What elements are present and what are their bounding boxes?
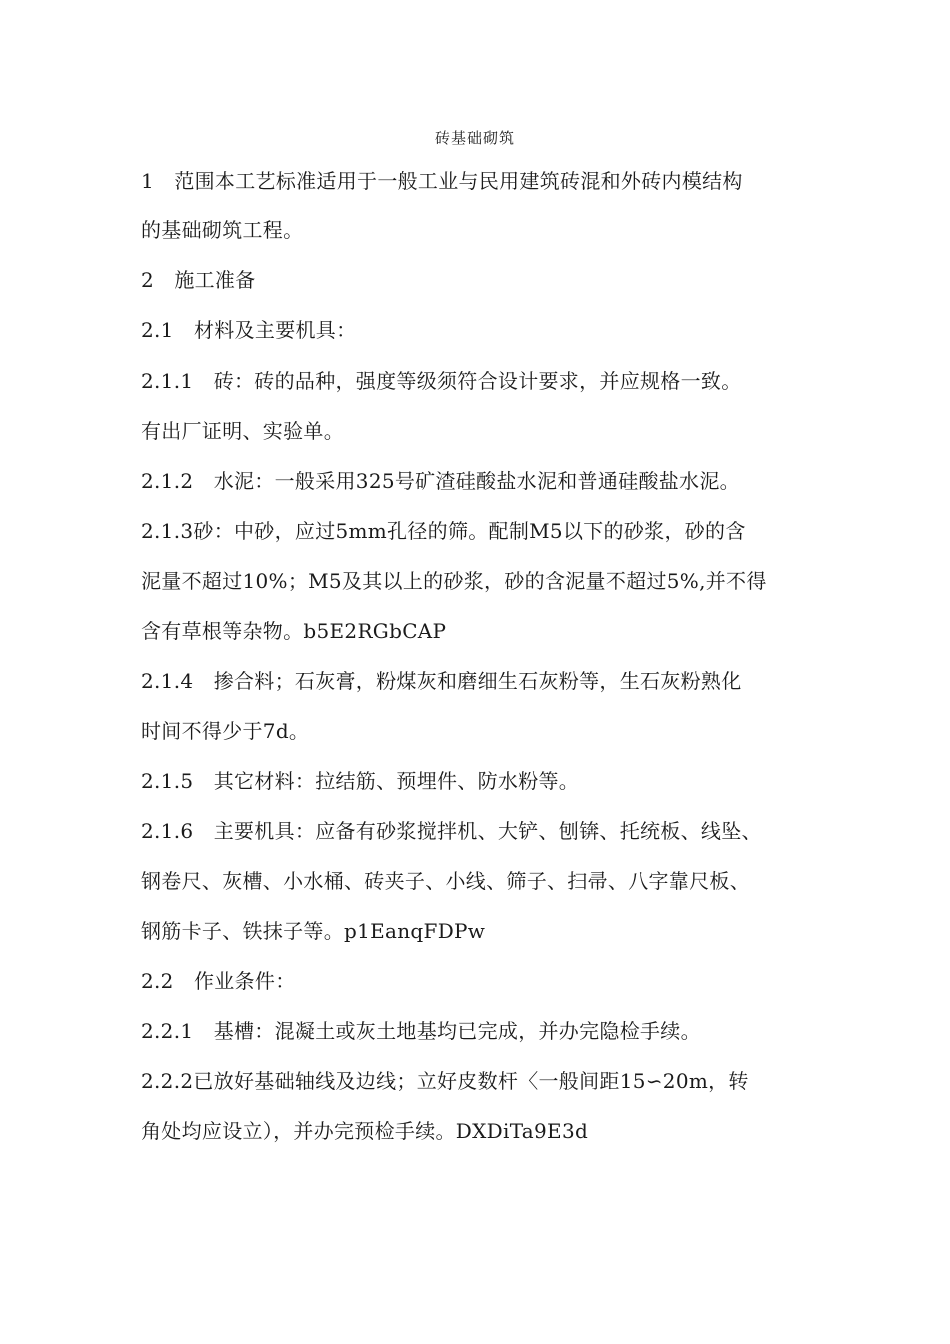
document-title: 砖基础砌筑 (434, 129, 515, 147)
subsection-heading: 2.2 作业条件： (141, 969, 296, 993)
text-line: 2.1.3砂：中砂，应过5mm孔径的筛。配制M5以下的砂浆，砂的含 (141, 519, 746, 543)
text-line: 2.1.6 主要机具：应备有砂浆搅拌机、大铲、刨锛、托统板、线坠、 (141, 819, 762, 843)
text-line: 泥量不超过10%；M5及其以上的砂浆，砂的含泥量不超过5%,并不得 (141, 569, 767, 593)
text-line: 2.2.2已放好基础轴线及边线；立好皮数杆〈一般间距15∽20m，转 (141, 1069, 749, 1093)
section-heading: 2 施工准备 (141, 268, 256, 292)
text-line: 2.1.5 其它材料：拉结筋、预埋件、防水粉等。 (141, 769, 580, 793)
text-line: 时间不得少于7d。 (141, 719, 310, 743)
subsection-heading: 2.1 材料及主要机具： (141, 318, 357, 342)
text-line: 角处均应设立），并办完预检手续。DXDiTa9E3d (141, 1119, 589, 1143)
text-line: 的基础砌筑工程。 (141, 218, 304, 242)
text-line: 含有草根等杂物。b5E2RGbCAP (141, 619, 447, 643)
text-line: 2.1.4 掺合料；石灰膏，粉煤灰和磨细生石灰粉等，生石灰粉熟化 (141, 669, 742, 693)
text-line: 有出厂证明、实验单。 (141, 419, 344, 443)
text-line: 钢筋卡子、铁抹子等。p1EanqFDPw (141, 919, 486, 943)
text-line: 1 范围本工艺标准适用于一般工业与民用建筑砖混和外砖内模结构 (141, 169, 743, 193)
text-line: 钢卷尺、灰槽、小水桶、砖夹子、小线、筛子、扫帚、八字靠尺板、 (141, 869, 750, 893)
text-line: 2.2.1 基槽：混凝土或灰土地基均已完成，并办完隐检手续。 (141, 1019, 701, 1043)
text-line: 2.1.1 砖：砖的品种，强度等级须符合设计要求，并应规格一致。 (141, 369, 742, 393)
text-line: 2.1.2 水泥：一般采用325号矿渣硅酸盐水泥和普通硅酸盐水泥。 (141, 469, 740, 493)
